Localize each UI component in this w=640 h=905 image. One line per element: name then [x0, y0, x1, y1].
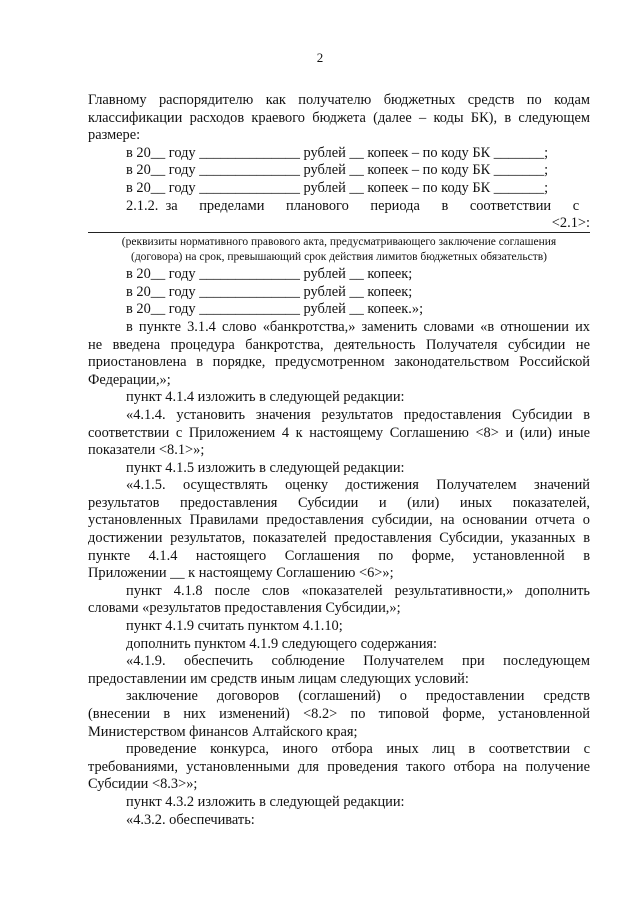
- note-line: (реквизиты нормативного правового акта, предусматривающего заключение соглашения: [121, 236, 557, 249]
- note-line: (договора) на срок, превышающий срок действия лимитов бюджетных обязательств): [130, 250, 547, 263]
- paragraph-line: Приложении __ к настоящему Соглашению <6>»;: [88, 565, 394, 582]
- paragraph-line: не введена процедура банкротства, деятельность Получателя субсидии не: [88, 336, 590, 353]
- bk-line: в 20__ году ______________ рублей __ копеек – по коду БК _______;: [126, 144, 549, 161]
- paragraph-line: показатели <8.1>»;: [88, 442, 205, 459]
- paragraph-line: в пункте 3.1.4 слово «банкротства,» заменить словами «в отношении их: [126, 318, 590, 335]
- paragraph-line: соответствии с Приложением 4 к настоящему Соглашению <8> и (или) иные: [88, 424, 590, 441]
- paragraph-line: установленных Правилами предоставления субсидии, на основании отчета о: [88, 512, 590, 529]
- year-line: в 20__ году ______________ рублей __ копеек;: [126, 283, 413, 300]
- year-line: в 20__ году ______________ рублей __ копеек.»;: [126, 301, 424, 318]
- document-body: [88, 92, 590, 829]
- bk-line: в 20__ году ______________ рублей __ копеек – по коду БК _______;: [126, 179, 549, 196]
- paragraph-line: Главному распорядителю как получателю бюджетных средств по кодам: [88, 92, 590, 108]
- paragraph-line: Министерством финансов Алтайского края;: [88, 723, 358, 740]
- paragraph-line: пункте 4.1.4 настоящего Соглашения по форме, установленной в: [88, 547, 590, 564]
- year-line: в 20__ году ______________ рублей __ копеек;: [126, 266, 413, 283]
- paragraph-line: предоставлении им средств иным лицам следующих условий:: [88, 670, 469, 687]
- paragraph-line: размере:: [88, 127, 141, 144]
- bk-line: в 20__ году ______________ рублей __ копеек – по коду БК _______;: [126, 162, 549, 179]
- paragraph-line: пункт 4.1.5 изложить в следующей редакции:: [126, 459, 405, 476]
- paragraph-line: проведение конкурса, иного отбора иных лиц в соответствии с: [126, 741, 590, 758]
- paragraph-line: словами «результатов предоставления Субсидии,»;: [88, 600, 401, 617]
- paragraph-line: Федерации,»;: [88, 371, 171, 388]
- paragraph-line: Субсидии <8.3>»;: [88, 776, 198, 793]
- footnote-ref: <2.1>:: [551, 214, 590, 231]
- paragraph-line: приостановлена в порядке, предусмотренном законодательством Российской: [88, 354, 590, 371]
- paragraph-line: требованиями, установленными для проведения такого отбора на получение: [88, 758, 590, 775]
- paragraph-line: дополнить пунктом 4.1.9 следующего содержания:: [126, 635, 438, 652]
- paragraph-line: достижении результатов, показателей предоставления Субсидии, указанных в: [88, 530, 590, 547]
- paragraph-line: пункт 4.3.2 изложить в следующей редакции:: [126, 793, 405, 810]
- paragraph-line: (внесении в них изменений) <8.2> по типовой форме, установленной: [88, 706, 590, 722]
- note-text: [88, 235, 590, 264]
- fill-in-line: [88, 215, 590, 233]
- paragraph-line: «4.1.9. обеспечить соблюдение Получателем при последующем: [126, 653, 590, 670]
- paragraph-line: классификации расходов краевого бюджета (далее – коды БК), в следующем: [88, 109, 590, 126]
- paragraph-line: пункт 4.1.4 изложить в следующей редакции:: [126, 389, 405, 406]
- paragraph-line: «4.1.4. установить значения результатов предоставления Субсидии в: [126, 406, 590, 423]
- paragraph-line: пункт 4.1.9 считать пунктом 4.1.10;: [126, 618, 343, 635]
- paragraph-line: «4.1.5. осуществлять оценку достижения Получателем значений: [126, 477, 590, 494]
- paragraph-line: «4.3.2. обеспечивать:: [126, 811, 255, 828]
- page-number: 2: [316, 50, 324, 65]
- paragraph-line: результатов предоставления Субсидии и (или) иных показателей,: [88, 494, 590, 511]
- paragraph-line: заключение договоров (соглашений) о предоставлении средств: [126, 688, 590, 705]
- paragraph-line: 2.1.2. за пределами планового периода в соответствии с: [126, 197, 580, 214]
- paragraph-line: пункт 4.1.8 после слов «показателей результативности,» дополнить: [126, 582, 590, 599]
